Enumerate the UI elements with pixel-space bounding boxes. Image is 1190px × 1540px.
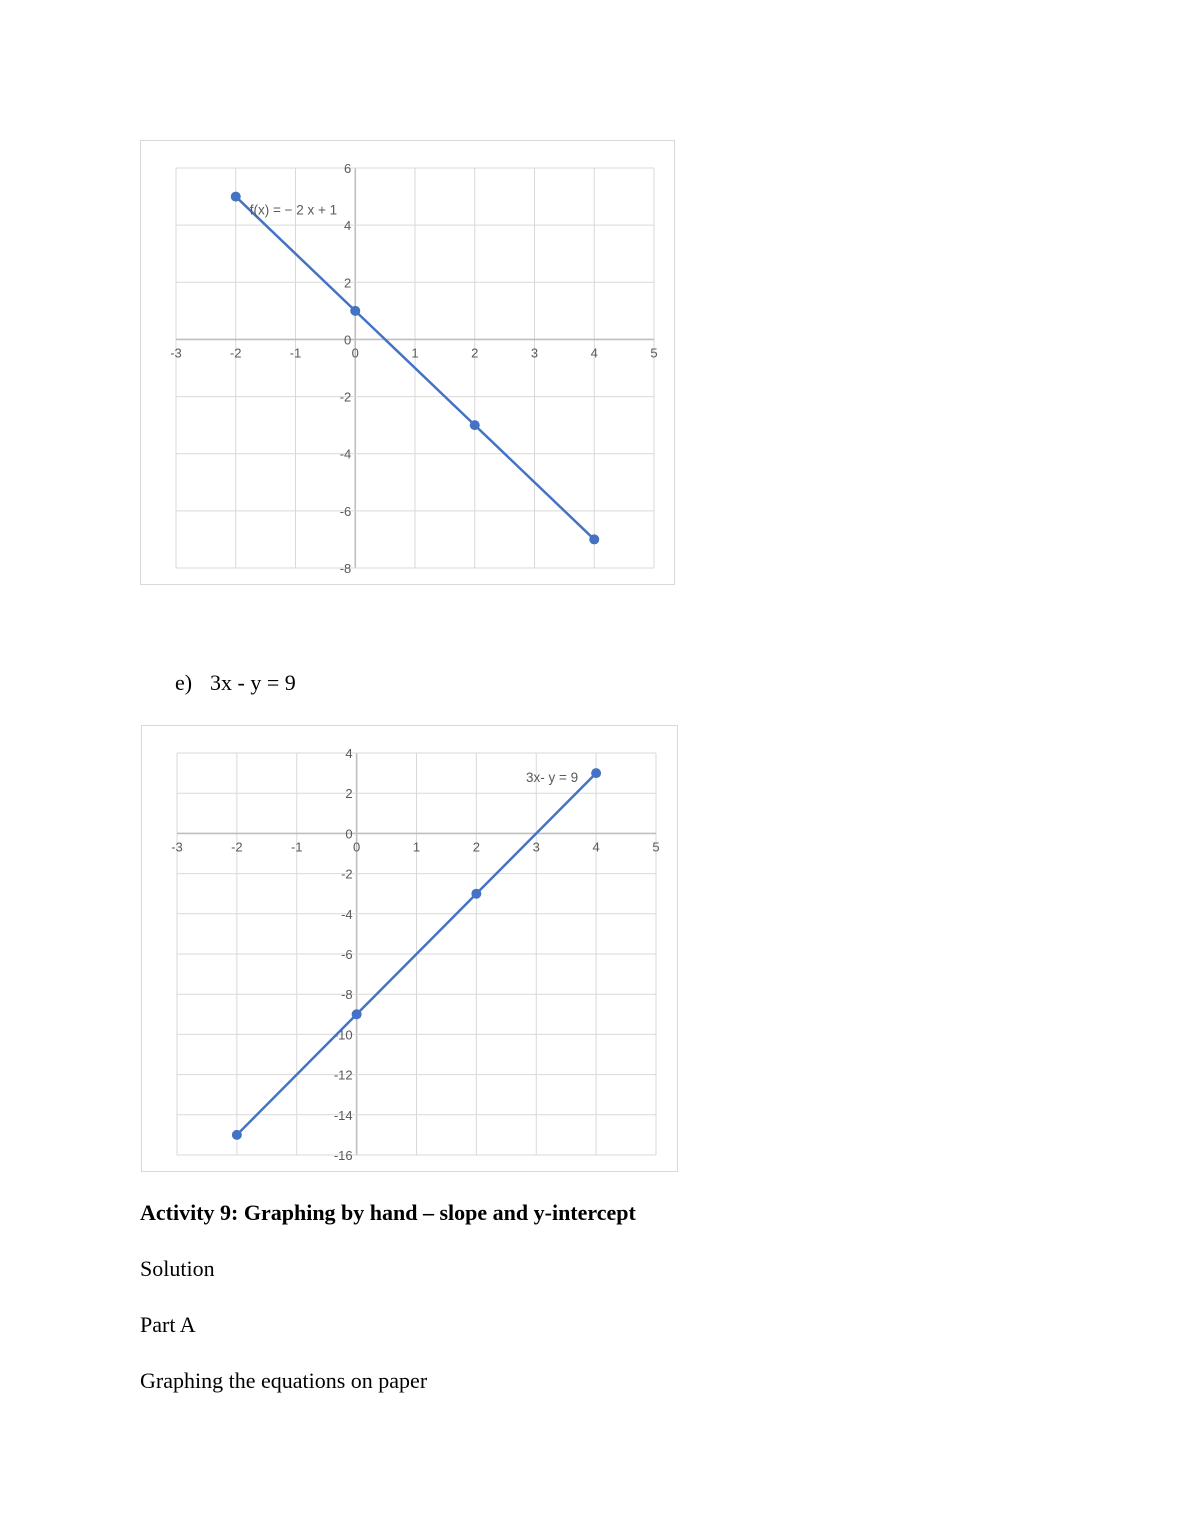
y-tick-label: 4	[344, 218, 352, 234]
activity-heading: Activity 9: Graphing by hand – slope and y-intercept	[140, 1200, 636, 1225]
x-tick-label: -2	[231, 839, 243, 855]
y-tick-label: -8	[339, 561, 352, 576]
y-tick-label: 2	[344, 275, 352, 291]
x-tick-label: 0	[353, 839, 361, 855]
chart-svg	[141, 141, 674, 584]
x-tick-label: 4	[592, 839, 600, 855]
x-tick-label: 3	[530, 345, 539, 361]
x-tick-label: 5	[650, 345, 658, 361]
x-tick-label: 1	[412, 839, 421, 855]
x-tick-label: -1	[290, 839, 303, 855]
data-point	[471, 889, 481, 899]
data-point	[470, 420, 480, 430]
part-a-label: Part A	[140, 1312, 196, 1337]
x-tick-label: 2	[472, 839, 480, 855]
y-tick-label: -4	[339, 446, 352, 462]
y-tick-label: 0	[344, 332, 352, 348]
data-point	[231, 192, 241, 202]
y-tick-label: 0	[345, 826, 353, 842]
x-tick-label: 3	[532, 839, 540, 855]
y-tick-label: -6	[341, 947, 353, 962]
data-label: 3x- y = 9	[525, 770, 579, 786]
data-label: f(x) = − 2 x + 1	[249, 202, 338, 218]
y-tick-label: -8	[341, 987, 353, 1003]
x-tick-label: -3	[170, 345, 182, 361]
data-point	[350, 306, 360, 316]
y-tick-label: -2	[341, 866, 353, 882]
y-tick-label: 4	[345, 746, 353, 761]
solution-label: Solution	[140, 1256, 215, 1281]
y-tick-label: 6	[344, 161, 352, 176]
y-tick-label: -10	[333, 1027, 353, 1043]
item-e-marker: e)	[175, 670, 193, 695]
x-tick-label: -3	[171, 839, 183, 855]
x-tick-label: 0	[351, 345, 359, 361]
y-tick-label: -4	[341, 906, 353, 922]
data-point	[591, 768, 601, 778]
chart-3x-minus-y	[141, 725, 678, 1172]
x-tick-label: -2	[229, 345, 242, 361]
y-tick-label: -6	[339, 503, 352, 519]
x-tick-label: -1	[289, 345, 302, 361]
graphing-text: Graphing the equations on paper	[140, 1368, 428, 1393]
y-tick-label: 2	[345, 786, 353, 802]
item-e-equation: 3x - y = 9	[210, 670, 296, 695]
y-tick-label: -14	[333, 1107, 353, 1123]
data-point	[232, 1130, 242, 1140]
chart-f-x	[140, 140, 675, 585]
data-point	[589, 534, 599, 544]
y-tick-label: -2	[339, 389, 352, 405]
x-tick-label: 2	[471, 345, 479, 361]
y-tick-label: -16	[333, 1148, 353, 1163]
chart-svg	[142, 726, 677, 1171]
x-tick-label: 5	[652, 839, 660, 855]
x-tick-label: 4	[590, 345, 598, 361]
x-tick-label: 1	[411, 345, 419, 361]
data-point	[352, 1009, 362, 1019]
y-tick-label: -12	[333, 1067, 353, 1083]
